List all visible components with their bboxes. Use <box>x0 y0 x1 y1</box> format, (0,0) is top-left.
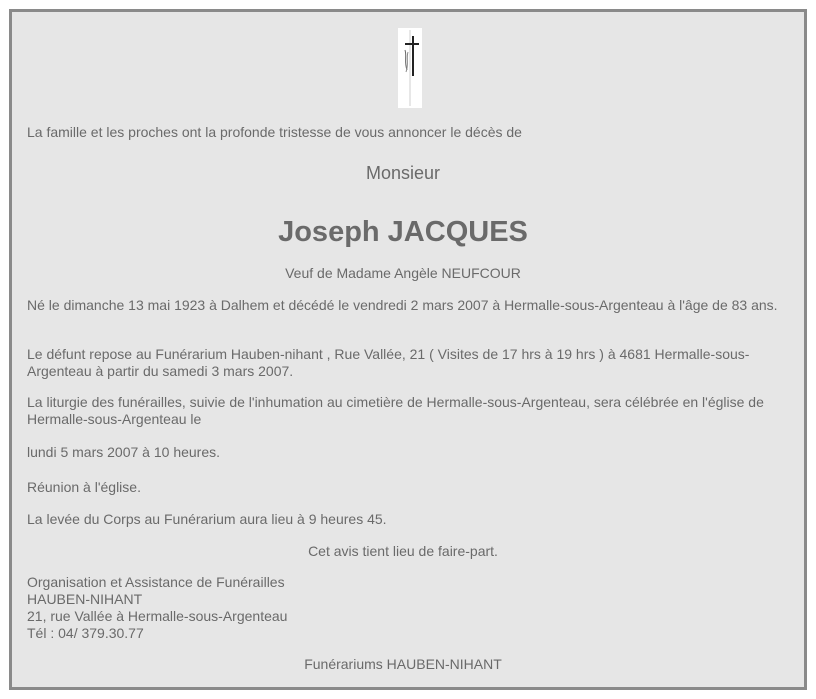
civility: Monsieur <box>365 163 441 183</box>
footer-signature: Funérariums HAUBEN-NIHANT <box>304 656 502 672</box>
birth-death-paragraph: Né le dimanche 13 mai 1923 à Dalhem et décédé le vendredi 2 mars 2007 à Hermalle-sous-Argenteau à l'âge de 83 ans. <box>27 297 778 313</box>
organisation-name: HAUBEN-NIHANT <box>27 591 143 607</box>
organisation-block <box>27 574 779 642</box>
meeting-note: Réunion à l'église. <box>27 479 141 495</box>
ceremony-date: lundi 5 mars 2007 à 10 heures. <box>27 444 221 460</box>
organisation-address: 21, rue Vallée à Hermalle-sous-Argenteau <box>27 608 288 624</box>
faire-part-note: Cet avis tient lieu de faire-part. <box>308 543 498 559</box>
levee-note: La levée du Corps au Funérarium aura lieu à 9 heures 45. <box>27 511 387 527</box>
intro-text: La famille et les proches ont la profonde tristesse de vous annoncer le décès de <box>27 124 522 140</box>
liturgy-paragraph: La liturgie des funérailles, suivie de l'inhumation au cimetière de Hermalle-sous-Argenteau, sera célébrée en l'église de Hermalle-sous-Argenteau le <box>27 394 764 427</box>
widow-line: Veuf de Madame Angèle NEUFCOUR <box>285 265 521 281</box>
cross-icon <box>398 28 422 108</box>
death-notice <box>9 9 807 690</box>
organisation-line: Organisation et Assistance de Funérailles <box>27 574 285 590</box>
organisation-phone: Tél : 04/ 379.30.77 <box>27 625 144 641</box>
repose-paragraph: Le défunt repose au Funérarium Hauben-nihant , Rue Vallée, 21 ( Visites de 17 hrs à 19 hrs ) à 4681 Hermalle-sous-Argenteau à partir du samedi 3 mars 2007. <box>27 346 750 379</box>
deceased-name: Joseph JACQUES <box>278 216 528 248</box>
